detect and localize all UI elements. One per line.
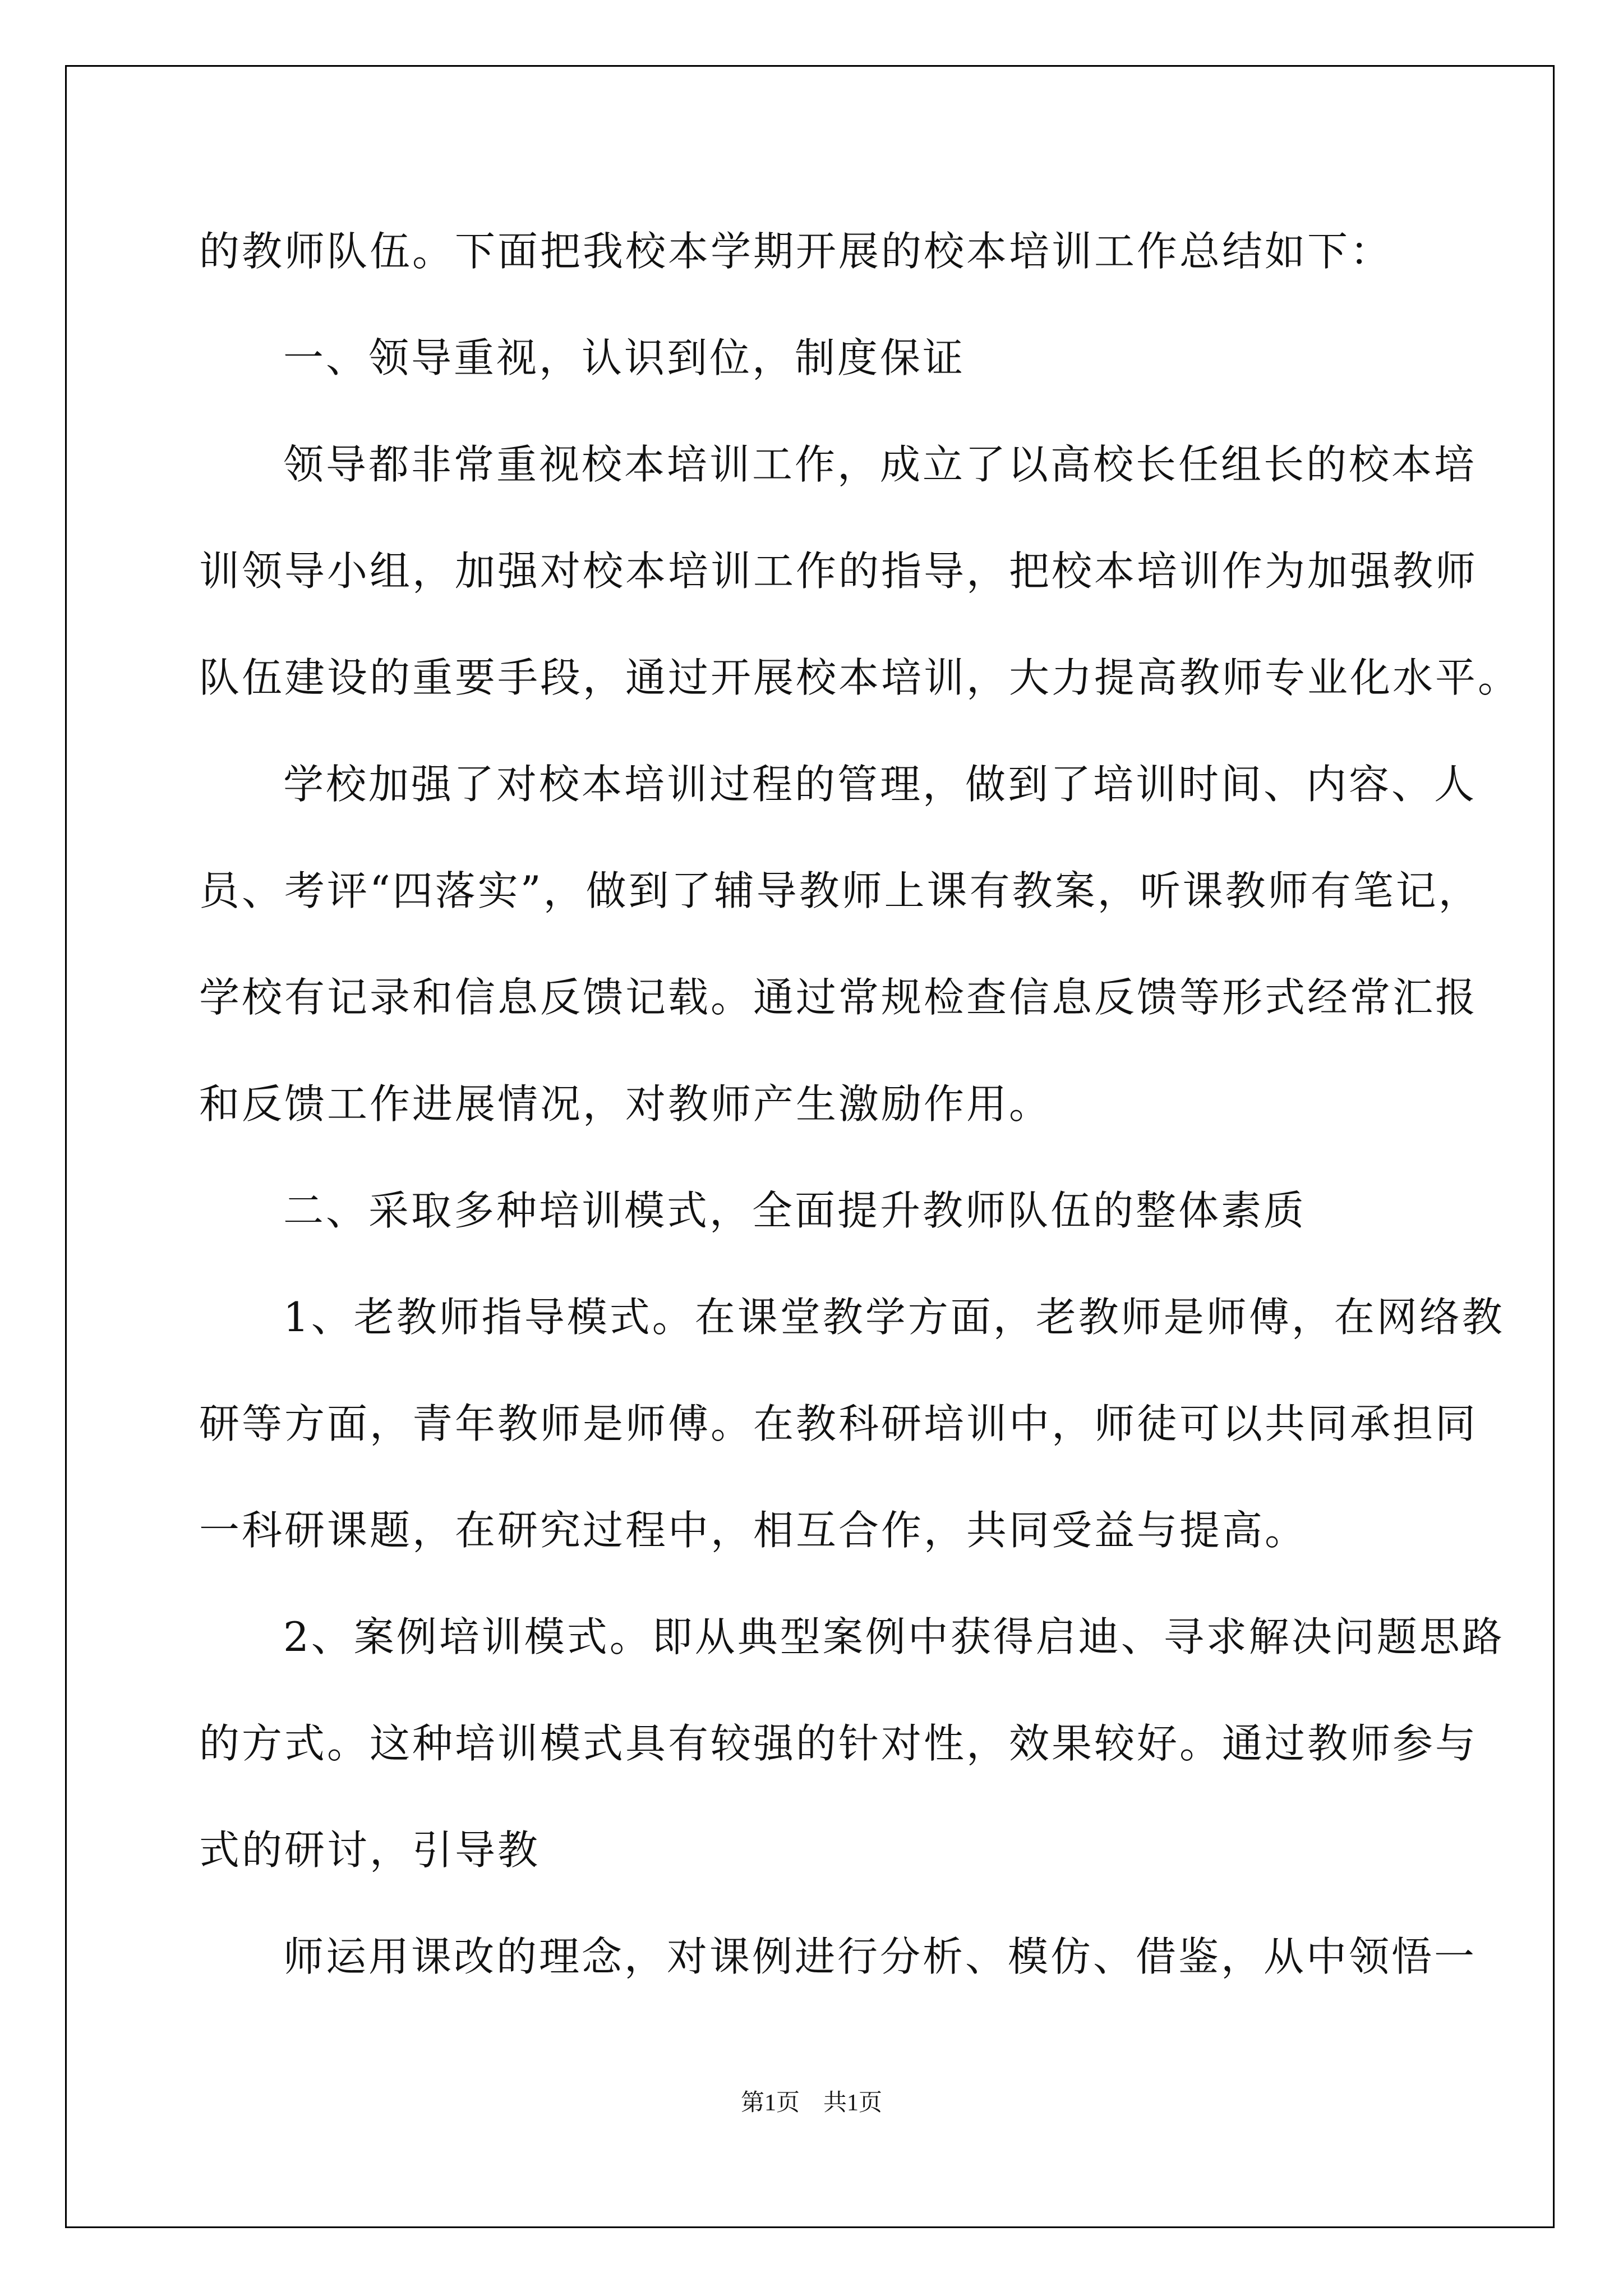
document-body (199, 218, 1521, 2030)
text-line: 学校有记录和信息反馈记载。通过常规检查信息反馈等形式经常汇报 (199, 974, 1478, 1021)
page-number: 第1页 共1页 (740, 2090, 882, 2116)
text-line: 研等方面，青年教师是师傅。在教科研培训中，师徒可以共同承担同 (199, 1400, 1478, 1447)
text-line: 的方式。这种培训模式具有较强的针对性，效果较好。通过教师参与 (199, 1720, 1478, 1767)
text-line: 领导都非常重视校本培训工作，成立了以高校长任组长的校本培 (283, 441, 1477, 488)
text-line: 师运用课改的理念，对课例进行分析、模仿、借鉴，从中领悟一 (283, 1933, 1477, 1980)
section-heading: 一、领导重视，认识到位，制度保证 (283, 334, 966, 381)
text-line: 和反馈工作进展情况，对教师产生激励作用。 (199, 1080, 1052, 1128)
section-heading: 二、采取多种培训模式，全面提升教师队伍的整体素质 (283, 1187, 1307, 1234)
text-line: 员、考评“四落实”，做到了辅导教师上课有教案，听课教师有笔记， (199, 867, 1481, 914)
text-line: 一科研课题，在研究过程中，相互合作，共同受益与提高。 (199, 1507, 1308, 1554)
text-line: 训领导小组，加强对校本培训工作的指导，把校本培训作为加强教师 (199, 547, 1478, 595)
text-line: 1、老教师指导模式。在课堂教学方面，老教师是师傅，在网络教 (283, 1294, 1505, 1341)
text-line: 队伍建设的重要手段，通过开展校本培训，大力提高教师专业化水平。 (199, 654, 1521, 701)
text-line: 式的研讨，引导教 (199, 1826, 541, 1874)
text-line: 学校加强了对校本培训过程的管理，做到了培训时间、内容、人 (283, 761, 1477, 808)
text-line: 的教师队伍。下面把我校本学期开展的校本培训工作总结如下： (199, 228, 1393, 275)
text-line: 2、案例培训模式。即从典型案例中获得启迪、寻求解决问题思路 (283, 1613, 1505, 1660)
